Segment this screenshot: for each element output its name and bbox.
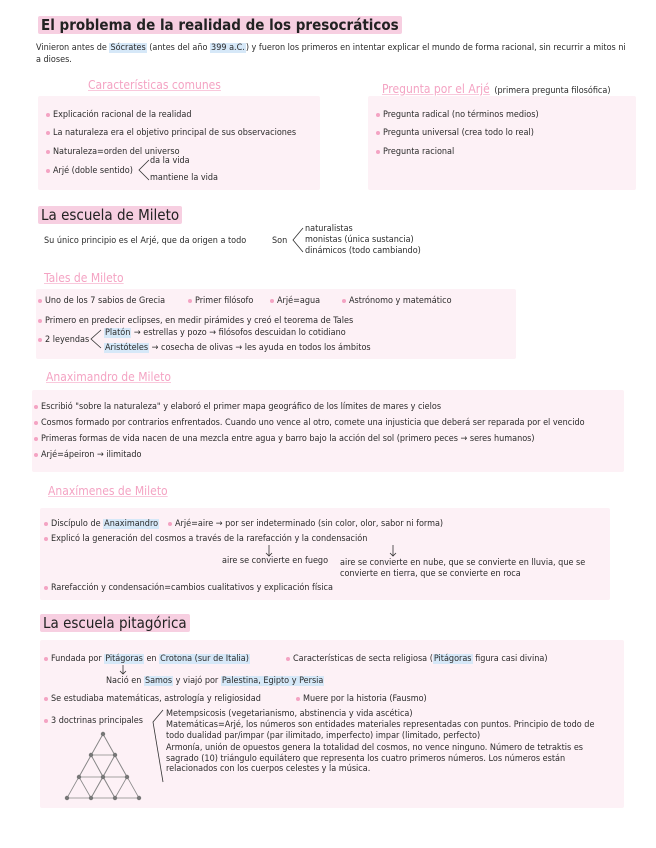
anaximenes-heading: Anaxímenes de Mileto — [48, 484, 168, 498]
brace-icon — [150, 708, 164, 784]
rarefaccion-result: aire se convierte en fuego — [222, 556, 329, 566]
doctrina-item: Metempsicosis (vegetarianismo, abstinencia y vida ascética) — [166, 709, 413, 719]
mileto-branch: dinámicos (todo cambiando) — [305, 246, 421, 256]
brace-icon — [290, 226, 304, 254]
arje-branch: mantiene la vida — [150, 173, 219, 183]
condensacion-result: aire se convierte en nube, que se convierte en lluvia, que se convierte en tierra, que se convierte en roca — [340, 558, 586, 579]
anaximenes-item: Discípulo de Anaximandro — [44, 519, 159, 531]
anaximenes-item: Explicó la generación del cosmos a través de la rarefacción y la condensación — [44, 534, 367, 546]
tales-heading: Tales de Mileto — [44, 271, 124, 285]
mileto-son: Son — [272, 236, 288, 246]
caracteristicas-item: La naturaleza era el objetivo principal de sus observaciones — [46, 128, 296, 140]
pregunta-item: Pregunta radical (no términos medios) — [376, 110, 539, 122]
pregunta-item: Pregunta universal (crea todo lo real) — [376, 128, 534, 140]
pitagoras-nacio: Nació en Samos y viajó por Palestina, Egipto y Persia — [106, 676, 324, 686]
mileto-branch: naturalistas — [305, 224, 353, 234]
pregunta-item: Pregunta racional — [376, 147, 454, 159]
mileto-line: Su único principio es el Arjé, que da origen a todo — [44, 236, 247, 246]
anaximandro-item: Escribió "sobre la naturaleza" y elaboró el primer mapa geográfico de los límites de mares y cielos — [34, 402, 441, 414]
caracteristicas-item: Arjé (doble sentido) — [46, 166, 133, 178]
tetraktys-triangle-icon — [60, 728, 146, 802]
doctrina-item: Armonía, unión de opuestos genera la totalidad del cosmos, no vence ninguno. Número de tetraktis es sagrado (10) triángulo equilátero que representa los cuatro primeros números. Los números están relacionados con los cuerpos celestes y la música. — [166, 743, 584, 774]
caracteristicas-heading: Características comunes — [88, 78, 221, 92]
page-title: El problema de la realidad de los presocráticos — [38, 16, 402, 34]
tales-item: Arjé=agua — [270, 296, 320, 308]
tales-item: Astrónomo y matemático — [342, 296, 452, 308]
mileto-branch: monistas (única sustancia) — [305, 235, 414, 245]
tales-item: Uno de los 7 sabios de Grecia — [38, 296, 165, 308]
caracteristicas-item: Explicación racional de la realidad — [46, 110, 191, 122]
tales-leyendas: 2 leyendas — [38, 335, 89, 347]
anaximandro-item: Primeras formas de vida nacen de una mezcla entre agua y barro bajo la acción del sol (primero peces → seres humanos) — [34, 434, 535, 446]
anaximandro-heading: Anaximandro de Mileto — [46, 370, 171, 384]
anaximandro-item: Arjé=ápeiron → ilimitado — [34, 450, 141, 462]
pitagorica-item: Fundada por Pitágoras en Crotona (sur de Italia) — [44, 654, 250, 666]
pitagorica-item: Se estudiaba matemáticas, astrología y religiosidad — [44, 694, 261, 706]
pitagorica-heading: La escuela pitagórica — [40, 614, 190, 632]
pitagorica-item: Características de secta religiosa (Pitágoras figura casi divina) — [286, 654, 547, 666]
socrates-name: Sócrates — [110, 43, 146, 53]
intro-paragraph: Vinieron antes de Sócrates (antes del año 399 a.C.) y fueron los primeros en intentar explicar el mundo de forma racional, sin recurrir a mitos ni a dioses. — [36, 43, 626, 65]
arje-branch: da la vida — [150, 156, 190, 166]
tales-leyenda: Platón → estrellas y pozo → filósofos descuidan lo cotidiano — [105, 328, 346, 338]
pitagorica-doctrinas: 3 doctrinas principales — [44, 716, 143, 728]
anaximenes-item: Arjé=aire → por ser indeterminado (sin color, olor, sabor ni forma) — [168, 519, 443, 531]
pitagorica-item: Muere por la historia (Fausmo) — [296, 694, 427, 706]
year-highlight: 399 a.C. — [211, 43, 245, 53]
anaximandro-item: Cosmos formado por contrarios enfrentados. Cuando uno vence al otro, comete una injusticia que deberá ser reparada por el vencido — [34, 418, 585, 430]
pregunta-heading: Pregunta por el Arjé (primera pregunta filosófica) — [382, 82, 611, 96]
mileto-heading: La escuela de Mileto — [38, 206, 182, 224]
anaximenes-item: Rarefacción y condensación=cambios cualitativos y explicación física — [44, 583, 333, 595]
arrow-down-icon — [388, 544, 398, 558]
arrow-down-icon — [118, 664, 128, 676]
tales-leyenda: Aristóteles → cosecha de olivas → les ayuda en todos los ámbitos — [105, 343, 371, 353]
caracteristicas-item: Naturaleza=orden del universo — [46, 147, 180, 159]
brace-icon — [136, 158, 150, 182]
tales-item: Primero en predecir eclipses, en medir pirámides y creó el teorema de Tales — [38, 316, 353, 328]
doctrina-item: Matemáticas=Arjé, los números son entidades materiales representadas con puntos. Principio de todo de todo dualidad par/impar (par ilimitado, imperfecto) impar (limitado, perfecto) — [166, 720, 595, 741]
tales-item: Primer filósofo — [188, 296, 253, 308]
brace-icon — [88, 328, 102, 350]
